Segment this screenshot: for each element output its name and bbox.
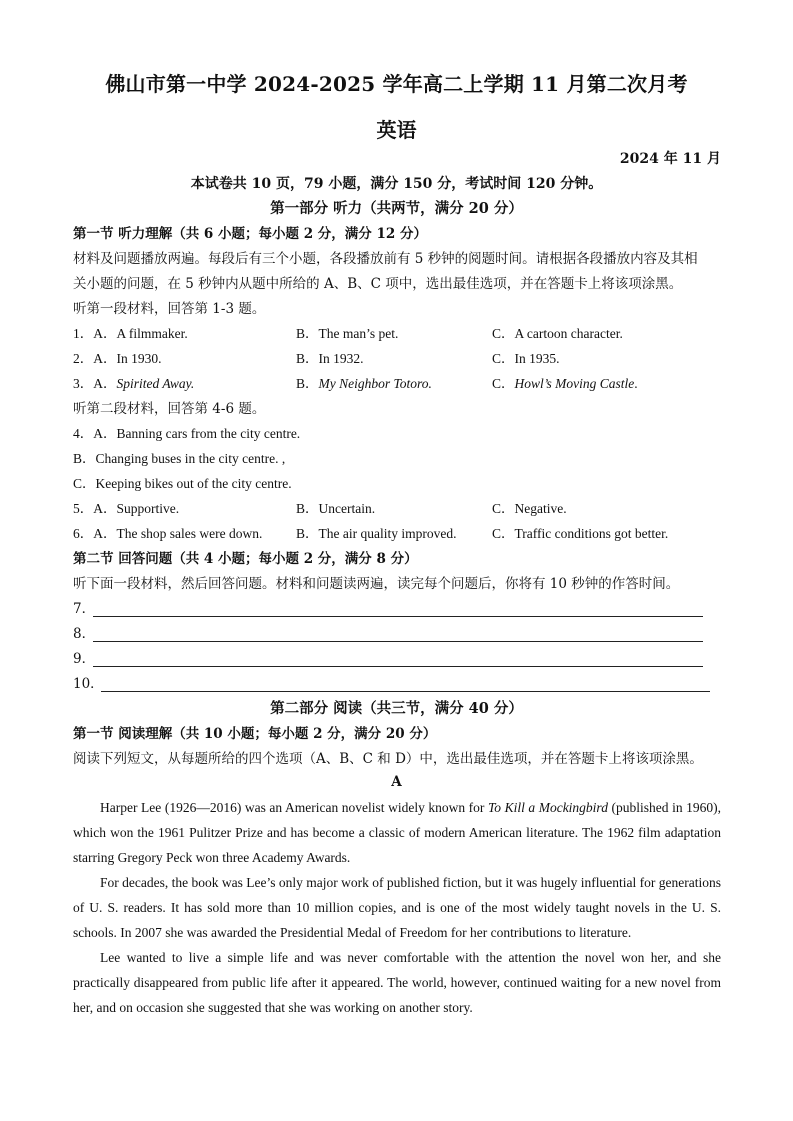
passage-letter: A — [391, 774, 402, 790]
q1-option-b: B．The man’s pet. — [296, 326, 399, 341]
passage-paragraph-2: For decades, the book was Lee’s only major work of published fiction, but it was hugely influential for generations of U. S. readers. It has sold more than 10 million copies, and is one of the most widely taught novels in the U. S. schools. In 2007 she was awarded the Presidential Medal of Freedom for her contributions to literature. — [73, 875, 721, 940]
answer-number: 10． — [73, 676, 104, 692]
exam-date: 2024 年 11 月 — [619, 151, 721, 167]
q4-option-c: C．Keeping bikes out of the city centre. — [73, 476, 292, 491]
material2-intro: 听第二段材料，回答第 4-6 题。 — [73, 401, 266, 417]
answer-blank[interactable] — [93, 628, 703, 642]
p1-text-before: Harper Lee (1926—2016) was an American novelist widely known for — [100, 800, 488, 815]
book-title: To Kill a Mockingbird — [488, 800, 608, 815]
answer-number: 7． — [73, 601, 96, 617]
q5-option-c: C．Negative. — [492, 501, 567, 516]
q5-option-a: 5．A．Supportive. — [73, 501, 180, 516]
q3-option-c-suffix: . — [634, 376, 638, 391]
exam-info: 本试卷共 10 页，79 小题，满分 150 分，考试时间 120 分钟。 — [190, 176, 603, 192]
answer-line — [73, 647, 703, 667]
material1-intro: 听第一段材料，回答第 1-3 题。 — [73, 301, 266, 317]
part1-section1-heading: 第一节 听力理解（共 6 小题；每小题 2 分，满分 12 分） — [73, 226, 427, 242]
exam-subject: 英语 — [376, 118, 417, 142]
q3-option-a — [73, 372, 194, 392]
q5-option-b: B．Uncertain. — [296, 501, 376, 516]
q3-option-a-prefix: 3．A． — [73, 376, 117, 391]
q3-option-b-title: My Neighbor Totoro. — [318, 376, 432, 391]
q3-option-c-prefix: C． — [492, 376, 515, 391]
q3-option-b — [296, 372, 432, 392]
p1-text-after: (published in 1960), which won the 1961 Pulitzer Prize and has become a classic of modern American literature. The 1962 film adaptation starring Gregory Peck won three Academy Awards. — [73, 800, 721, 865]
exam-title: 佛山市第一中学 2024-2025 学年高二上学期 11 月第二次月考 — [105, 72, 688, 96]
part1-heading: 第一部分 听力（共两节，满分 20 分） — [270, 200, 523, 217]
part2-section1-instructions: 阅读下列短文，从每题所给的四个选项（A、B、C 和 D）中，选出最佳选项，并在答题卡上将该项涂黑。 — [73, 751, 703, 767]
answer-blank[interactable] — [101, 678, 710, 692]
q4-option-a: 4．A．Banning cars from the city centre. — [73, 426, 301, 441]
part1-instructions-line1: 材料及问题播放两遍。每段后有三个小题，各段播放前有 5 秒钟的阅题时间。请根据各段播放内容及其相 — [73, 251, 698, 267]
q3-option-c-title: Howl’s Moving Castle — [514, 376, 635, 391]
part2-heading: 第二部分 阅读（共三节，满分 40 分） — [270, 700, 523, 717]
q6-option-b: B．The air quality improved. — [296, 526, 457, 541]
passage-paragraph-1 — [73, 795, 721, 870]
q3-option-a-title: Spirited Away. — [116, 376, 195, 391]
answer-number: 9． — [73, 651, 96, 667]
answer-line — [73, 622, 703, 642]
q1-option-c: C．A cartoon character. — [492, 326, 623, 341]
q3-option-c — [492, 372, 638, 392]
q2-option-a: 2．A．In 1930. — [73, 351, 162, 366]
answer-line — [73, 597, 703, 617]
q2-option-c: C．In 1935. — [492, 351, 560, 366]
passage-paragraph-3: Lee wanted to live a simple life and was never comfortable with the attention the novel won her, and she practically disappeared from public life after it appeared. The world, however, continued waiting for a new novel from her, and on occasion she suggested that she was working on another story. — [73, 950, 721, 1015]
q6-option-a: 6．A．The shop sales were down. — [73, 526, 263, 541]
answer-blank[interactable] — [93, 603, 703, 617]
part1-section2-instructions: 听下面一段材料，然后回答问题。材料和问题读两遍，读完每个问题后，你将有 10 秒钟的作答时间。 — [73, 576, 680, 592]
q1-option-a: 1．A．A filmmaker. — [73, 326, 188, 341]
answer-line — [73, 672, 710, 692]
part1-instructions-line2: 关小题的问题，在 5 秒钟内从题中所给的 A、B、C 项中，选出最佳选项，并在答题卡上将该项涂黑。 — [73, 276, 683, 292]
q3-option-b-prefix: B． — [296, 376, 319, 391]
q6-option-c: C．Traffic conditions got better. — [492, 526, 669, 541]
part1-section2-heading: 第二节 回答问题（共 4 小题；每小题 2 分，满分 8 分） — [73, 551, 418, 567]
q4-option-b: B．Changing buses in the city centre. , — [73, 451, 286, 466]
answer-blank[interactable] — [93, 653, 703, 667]
q2-option-b: B．In 1932. — [296, 351, 364, 366]
part2-section1-heading: 第一节 阅读理解（共 10 小题；每小题 2 分，满分 20 分） — [73, 726, 437, 742]
answer-number: 8． — [73, 626, 96, 642]
